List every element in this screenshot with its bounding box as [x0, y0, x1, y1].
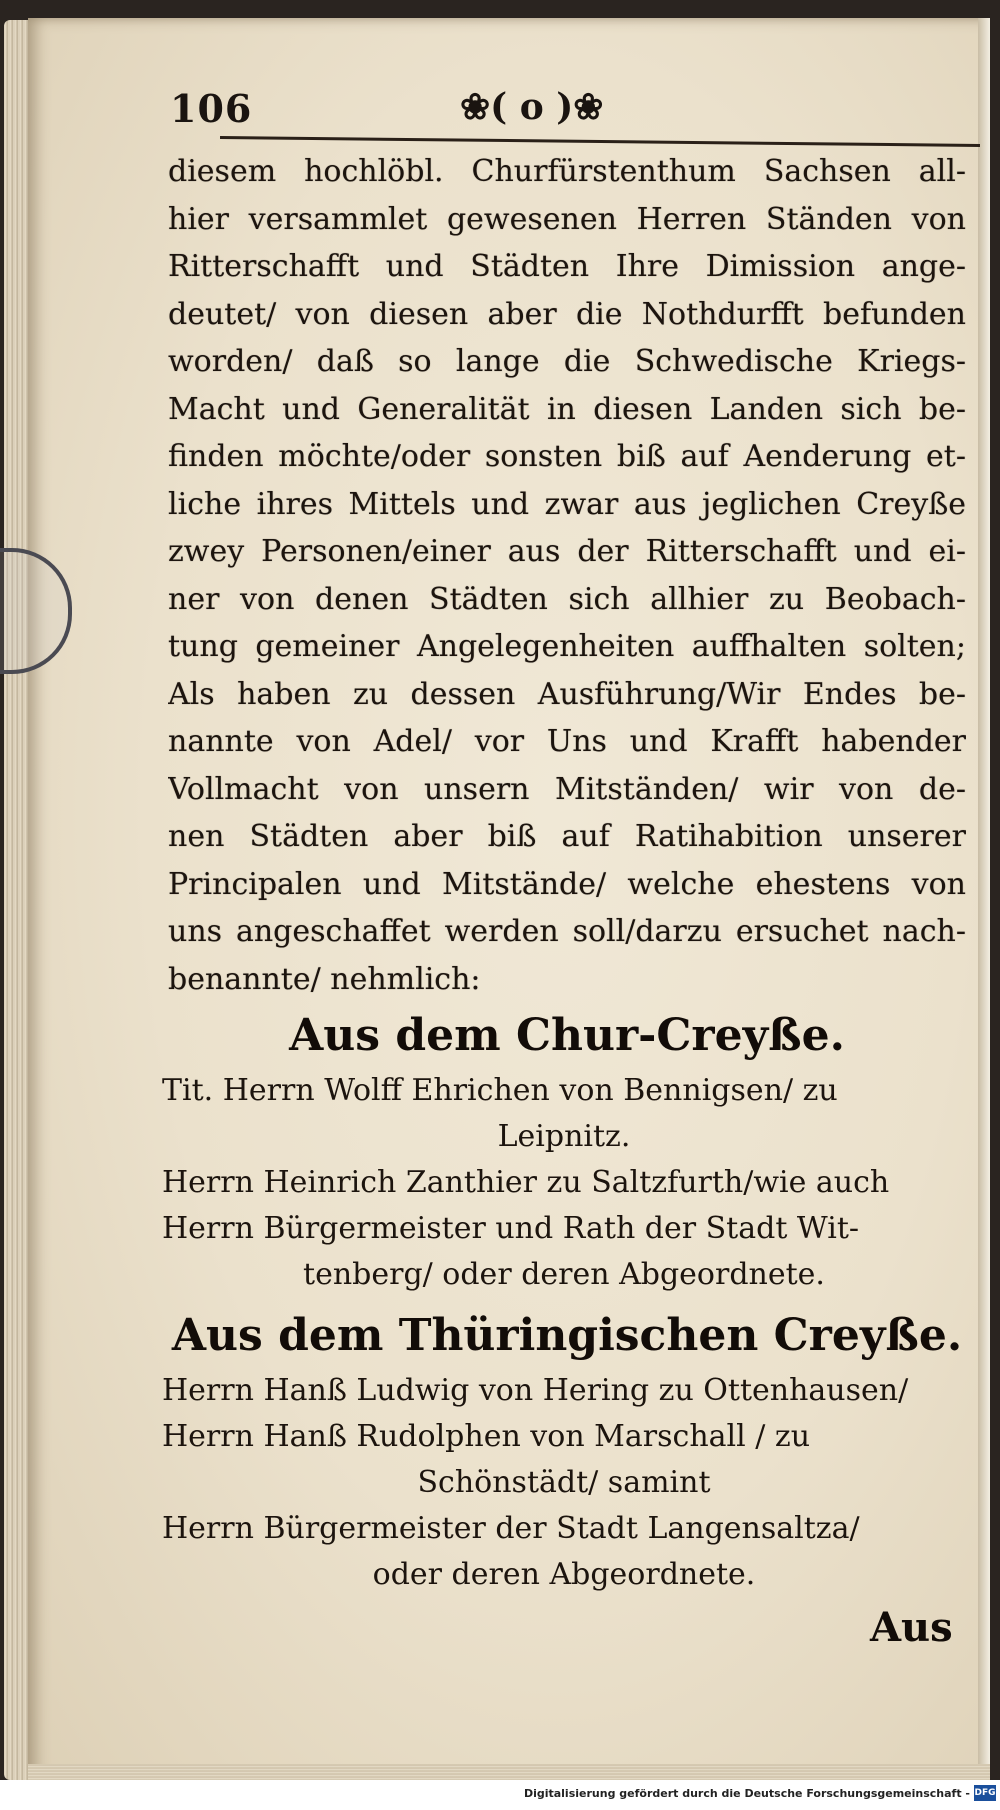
- page-edge-bottom: [28, 1764, 990, 1780]
- entry-line: oder deren Abgeordnete.: [372, 1557, 756, 1592]
- body-text: [168, 148, 966, 1003]
- dfg-logo: DFG: [974, 1785, 996, 1801]
- entry-line: Herrn Bürgermeister und Rath der Stadt Wit-: [162, 1211, 860, 1246]
- text-line: diesem hochlöbl. Churfürstenthum Sachsen all-: [168, 154, 966, 189]
- text-line: ner von denen Städten sich allhier zu Beobach-: [168, 581, 966, 617]
- text-line: Als haben zu dessen Ausführung/Wir Endes be-: [168, 676, 966, 712]
- text-line: Vollmacht von unsern Mitständen/ wir von de-: [168, 771, 966, 807]
- text-line: hier versammlet gewesenen Herren Ständen von: [168, 201, 966, 237]
- entry-line: Tit. Herrn Wolff Ehrichen von Bennigsen/ zu: [162, 1073, 838, 1108]
- section-entries-chur: [162, 1068, 966, 1298]
- text-line: benannte/ nehmlich:: [168, 961, 481, 997]
- entry-line: Herrn Heinrich Zanthier zu Saltzfurth/wie auch: [162, 1165, 890, 1200]
- entry-line: Schönstädt/ samint: [417, 1465, 711, 1500]
- footer-credit: Digitalisierung gefördert durch die Deutsche Forschungsgemeinschaft -: [523, 1787, 970, 1800]
- catchword: Aus: [870, 1604, 953, 1651]
- entry-line: Herrn Bürgermeister der Stadt Langensaltza/: [162, 1511, 860, 1546]
- text-line: nannte von Adel/ vor Uns und Krafft habender: [168, 724, 966, 759]
- section-entries-thueringen: [162, 1368, 966, 1598]
- page-edge-right: [978, 18, 990, 1780]
- text-line: uns angeschaffet werden soll/darzu ersuchet nach-: [168, 914, 966, 949]
- text-line: zwey Personen/einer aus der Ritterschafft und ei-: [168, 534, 966, 569]
- header-ornament: ❀( o )❀: [460, 86, 604, 128]
- text-line: Principalen und Mitstände/ welche ehestens von: [168, 866, 966, 902]
- text-line: Macht und Generalität in diesen Landen sich be-: [168, 391, 966, 427]
- page-header: [170, 86, 970, 146]
- text-line: liche ihres Mittels und zwar aus jeglichen Creyße: [168, 486, 966, 522]
- entry-line: Herrn Hanß Ludwig von Hering zu Ottenhausen/: [162, 1373, 909, 1408]
- digitization-footer: [0, 1780, 1000, 1810]
- text-line: tung gemeiner Angelegenheiten auffhalten solten;: [168, 629, 966, 664]
- section-heading-thueringen: Aus dem Thüringischen Creyße.: [171, 1310, 963, 1361]
- text-line: Ritterschafft und Städten Ihre Dimission ange-: [168, 249, 966, 284]
- entry-line: Leipnitz.: [497, 1119, 631, 1154]
- entry-line: tenberg/ oder deren Abgeordnete.: [303, 1257, 825, 1292]
- text-line: deutet/ von diesen aber die Nothdurfft befunden: [168, 296, 966, 332]
- page-number: 106: [170, 86, 253, 131]
- text-line: nen Städten aber biß auf Ratihabition unserer: [168, 819, 966, 854]
- text-line: finden möchte/oder sonsten biß auf Aenderung et-: [168, 439, 966, 474]
- entry-line: Herrn Hanß Rudolphen von Marschall / zu: [162, 1419, 811, 1454]
- header-rule: [220, 136, 980, 147]
- text-line: worden/ daß so lange die Schwedische Kriegs-: [168, 344, 966, 379]
- section-heading-chur: Aus dem Chur-Creyße.: [289, 1010, 845, 1061]
